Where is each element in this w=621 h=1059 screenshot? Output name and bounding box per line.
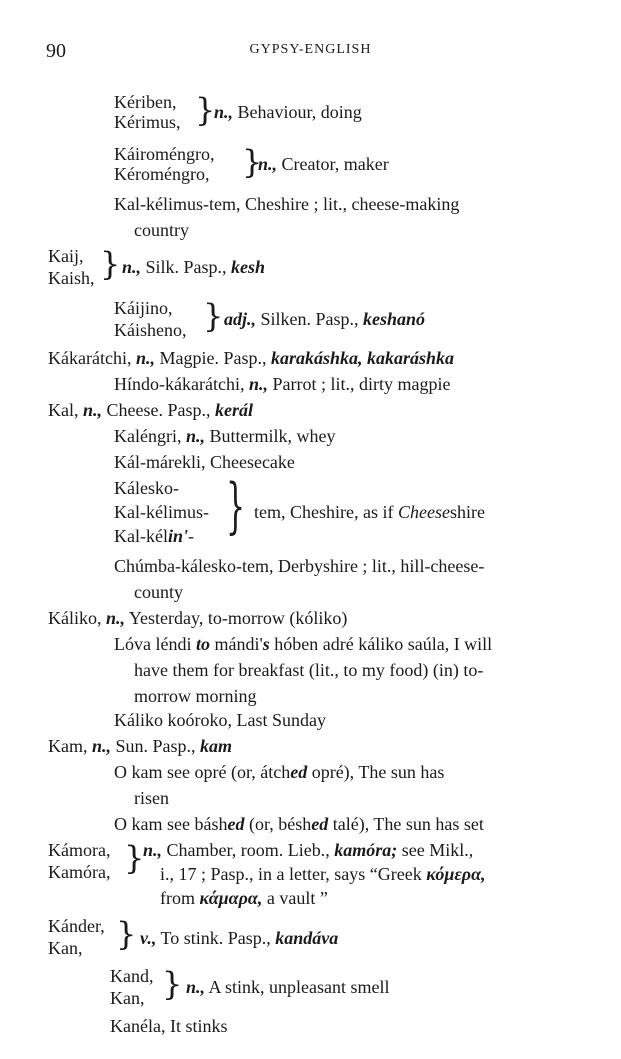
entry-line: morrow morning — [134, 686, 257, 706]
headword: Kand, — [110, 966, 154, 986]
entry-line: Kákarátchi, n., Magpie. Pasp., karakáshka, kakaráshka — [48, 348, 455, 368]
entry-line: Kál-márekli, Cheesecake — [114, 452, 295, 472]
entry-line: Kal-kélimus-tem, Cheshire ; lit., cheese-making — [114, 194, 460, 214]
definition-line: n., Chamber, room. Lieb., kamóra; see Mikl., — [143, 840, 474, 860]
entry-line: Chúmba-kálesko-tem, Derbyshire ; lit., hill-cheese- — [114, 556, 485, 576]
headword: Káisheno, — [114, 320, 187, 340]
entry-line: Káliko koóroko, Last Sunday — [114, 710, 326, 730]
headword: Kérimus, — [114, 112, 181, 132]
brace: } — [116, 915, 137, 953]
headword: Kan, — [48, 938, 83, 958]
definition-line: n., Creator, maker — [258, 154, 389, 174]
definition-line: adj., Silken. Pasp., keshanó — [224, 309, 426, 329]
headword: Kal-kélimus- — [114, 502, 209, 522]
headword: Kámora, — [48, 840, 111, 860]
entry-line: have them for breakfast (lit., to my food) (in) to- — [134, 660, 484, 680]
definition-line: n., Silk. Pasp., kesh — [122, 257, 266, 277]
definition-line: i., 17 ; Pasp., in a letter, says “Greek κόμερα, — [160, 864, 486, 884]
headword: Káijino, — [114, 298, 173, 318]
brace: } — [242, 143, 263, 181]
brace: } — [203, 297, 224, 335]
headword: Kal-kélin'- — [114, 526, 194, 546]
entry-line: Káliko, n., Yesterday, to-morrow (kóliko) — [48, 608, 348, 628]
running-title: GYPSY-ENGLISH — [249, 42, 372, 57]
headword: Kéroméngro, — [114, 164, 210, 184]
entry-line: country — [134, 220, 189, 240]
headword: Kériben, — [114, 92, 177, 112]
entry-line: Kam, n., Sun. Pasp., kam — [48, 736, 233, 756]
definition-line: v., To stink. Pasp., kandáva — [140, 928, 339, 948]
definition-line: tem, Cheshire, as if Cheeseshire — [254, 502, 485, 522]
headword: Kaij, — [48, 246, 84, 266]
brace: } — [162, 965, 183, 1003]
entry-line: Kanéla, It stinks — [110, 1016, 228, 1036]
definition-line: n., Behaviour, doing — [214, 102, 362, 122]
page-number: 90 — [46, 40, 66, 62]
entry-line: Kaléngri, n., Buttermilk, whey — [114, 426, 336, 446]
definition-line: n., A stink, unpleasant smell — [186, 977, 390, 997]
entry-line: Híndo-kákarátchi, n., Parrot ; lit., dirty magpie — [114, 374, 451, 394]
brace: } — [124, 839, 145, 877]
brace: } — [195, 91, 216, 129]
headword: Kamóra, — [48, 862, 111, 882]
definition-line: from κάμαρα, a vault ” — [160, 888, 328, 908]
entry-line: O kam see báshed (or, béshed talé), The sun has set — [114, 814, 484, 834]
headword: Kánder, — [48, 916, 105, 936]
entry-line: O kam see opré (or, átched opré), The sun has — [114, 762, 445, 782]
entry-line: risen — [134, 788, 169, 808]
entry-line: Lóva léndi to mándi's hóben adré káliko saúla, I will — [114, 634, 493, 654]
headword: Kálesko- — [114, 478, 179, 498]
brace: } — [100, 245, 121, 283]
entry-line: Kal, n., Cheese. Pasp., kerál — [48, 400, 253, 420]
headword: Kaish, — [48, 268, 95, 288]
entry-line: county — [134, 582, 183, 602]
headword: Káiroméngro, — [114, 144, 215, 164]
headword: Kan, — [110, 988, 145, 1008]
brace: } — [226, 471, 246, 541]
